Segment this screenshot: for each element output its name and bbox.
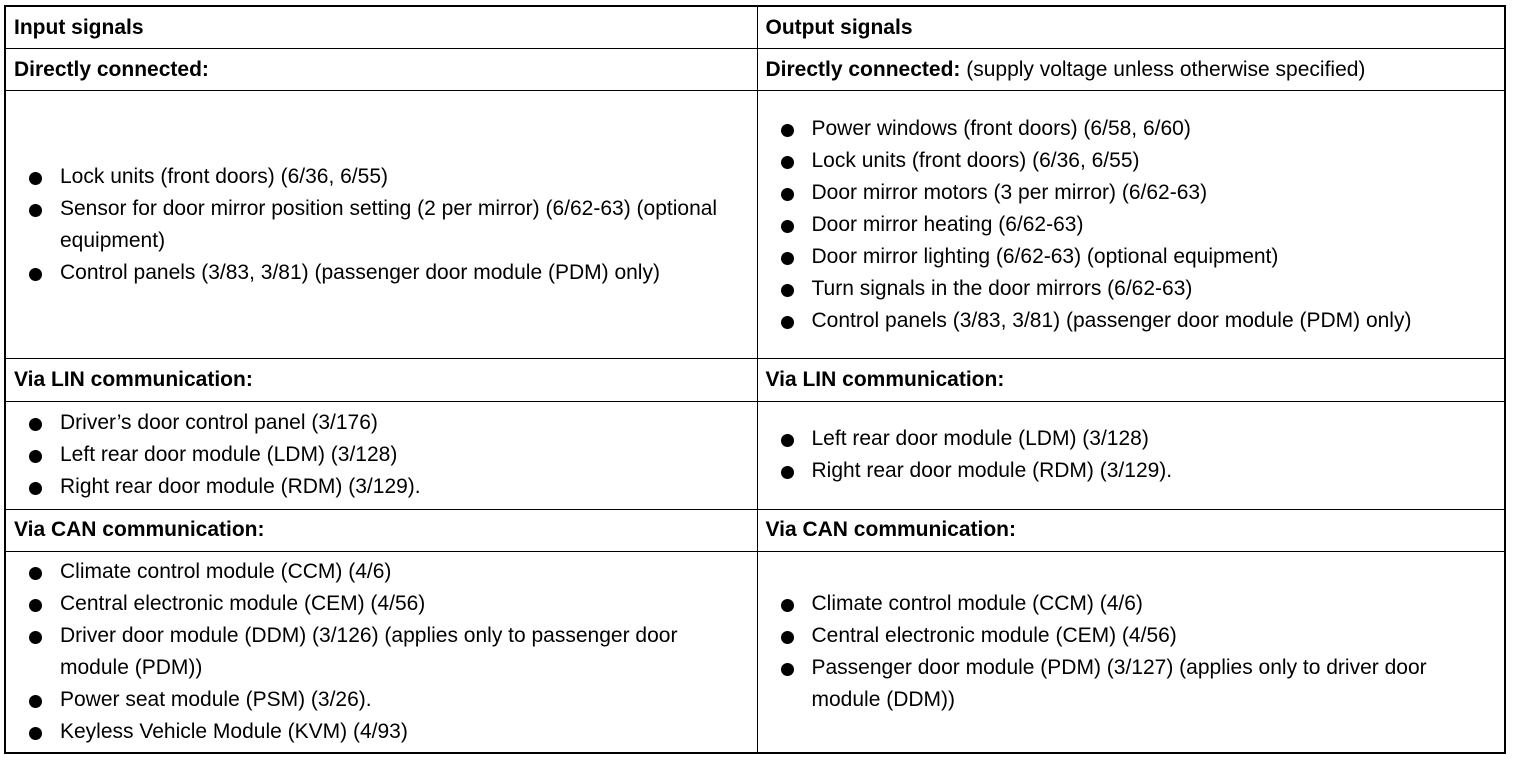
direct-input-label — [6, 49, 757, 91]
list-item: Sensor for door mirror position setting (2 per mirror) (6/62-63) (optional equipment) — [60, 193, 749, 257]
can-input-label: Via CAN communication: — [6, 509, 757, 551]
list-item: Left rear door module (LDM) (3/128) — [60, 439, 749, 471]
can-items-row — [6, 551, 1504, 752]
list-item: Central electronic module (CEM) (4/56) — [812, 620, 1497, 652]
direct-input-cell — [6, 91, 757, 359]
output-signals-header: Output signals — [757, 7, 1504, 49]
lin-input-cell — [6, 401, 757, 509]
list-item: Passenger door module (PDM) (3/127) (applies only to driver door module (DDM)) — [812, 652, 1497, 716]
list-item: Central electronic module (CEM) (4/56) — [60, 588, 749, 620]
list-item: Right rear door module (RDM) (3/129). — [812, 455, 1497, 487]
can-output-cell — [757, 551, 1504, 752]
direct-input-label-text: Directly connected: — [14, 57, 209, 81]
signals-table-frame — [4, 5, 1506, 754]
header-row — [6, 7, 1504, 49]
lin-output-cell — [757, 401, 1504, 509]
can-input-list — [14, 556, 749, 748]
list-item: Lock units (front doors) (6/36, 6/55) — [812, 145, 1497, 177]
direct-output-label — [757, 49, 1504, 91]
list-item: Control panels (3/83, 3/81) (passenger door module (PDM) only) — [812, 305, 1497, 337]
can-output-label: Via CAN communication: — [757, 509, 1504, 551]
list-item: Right rear door module (RDM) (3/129). — [60, 471, 749, 503]
list-item: Keyless Vehicle Module (KVM) (4/93) — [60, 716, 749, 748]
direct-items-row — [6, 91, 1504, 359]
lin-output-label: Via LIN communication: — [757, 359, 1504, 401]
list-item: Lock units (front doors) (6/36, 6/55) — [60, 161, 749, 193]
list-item: Door mirror heating (6/62-63) — [812, 209, 1497, 241]
input-signals-header: Input signals — [6, 7, 757, 49]
list-item: Climate control module (CCM) (4/6) — [812, 588, 1497, 620]
lin-input-list — [14, 407, 749, 503]
can-label-row — [6, 509, 1504, 551]
lin-items-row — [6, 401, 1504, 509]
direct-label-row — [6, 49, 1504, 91]
list-item: Left rear door module (LDM) (3/128) — [812, 423, 1497, 455]
list-item: Turn signals in the door mirrors (6/62-63) — [812, 273, 1497, 305]
lin-output-list — [766, 423, 1497, 487]
direct-output-cell — [757, 91, 1504, 359]
list-item: Climate control module (CCM) (4/6) — [60, 556, 749, 588]
direct-output-note: (supply voltage unless otherwise specified) — [960, 57, 1366, 81]
list-item: Driver door module (DDM) (3/126) (applies only to passenger door module (PDM)) — [60, 620, 749, 684]
direct-output-label-text: Directly connected: — [765, 57, 961, 81]
lin-label-row — [6, 359, 1504, 401]
direct-input-list — [14, 161, 749, 289]
signals-table — [6, 7, 1504, 752]
lin-input-label: Via LIN communication: — [6, 359, 757, 401]
list-item: Door mirror motors (3 per mirror) (6/62-63) — [812, 177, 1497, 209]
direct-output-list — [766, 113, 1497, 337]
list-item: Door mirror lighting (6/62-63) (optional equipment) — [812, 241, 1497, 273]
list-item: Power seat module (PSM) (3/26). — [60, 684, 749, 716]
list-item: Power windows (front doors) (6/58, 6/60) — [812, 113, 1497, 145]
can-output-list — [766, 588, 1497, 716]
list-item: Control panels (3/83, 3/81) (passenger door module (PDM) only) — [60, 257, 749, 289]
list-item: Driver’s door control panel (3/176) — [60, 407, 749, 439]
can-input-cell — [6, 551, 757, 752]
